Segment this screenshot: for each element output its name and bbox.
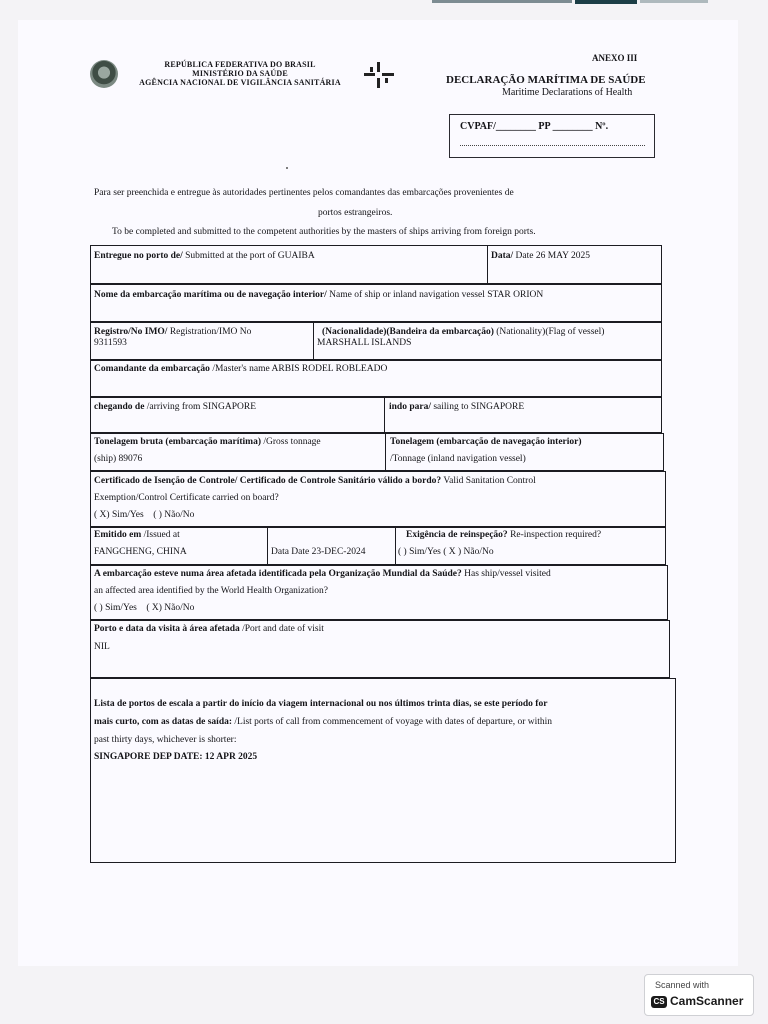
row-ports-of-call[interactable] (90, 678, 676, 863)
scan-edge-bar (432, 0, 572, 3)
from-label-pt: chegando de (94, 402, 145, 412)
calls-label-pt: Lista de portos de escala a partir do início da viagem internacional ou nos últimos trinta dias, se este período for (94, 699, 548, 709)
calls-label-pt-cont: mais curto, com as datas de saída: (94, 717, 233, 727)
form-title-pt: DECLARAÇÃO MARÍTIMA DE SAÚDE (446, 74, 646, 86)
watermark-app-name: CamScanner (670, 994, 744, 1008)
visit-label-en: /Port and date of visit (239, 624, 324, 634)
scan-edge-bar (640, 0, 708, 3)
to-label-en: sailing to (430, 402, 471, 412)
cell-issued-date[interactable] (267, 528, 395, 564)
watermark-caption: Scanned with (655, 980, 710, 990)
reinspection-answer: ( ) Sim/Yes ( X ) Não/No (398, 547, 494, 557)
instructions-pt-line1: Para ser preenchida e entregue às autoridades pertinentes pelos comandantes das embarcações provenientes de (94, 188, 514, 198)
row-master[interactable] (90, 360, 662, 397)
issued-value: FANGCHENG, CHINA (94, 547, 187, 557)
visit-value: NIL (94, 642, 110, 652)
ship-label-en: Name of ship or inland navigation vessel (326, 290, 488, 300)
row-affected-area (90, 565, 668, 620)
cert-yes-checkbox[interactable]: ( X) Sim/Yes (94, 510, 144, 520)
to-label-pt: indo para/ (389, 402, 431, 412)
gross-label-pt: Tonelagem bruta (embarcação marítima) (94, 437, 262, 447)
issuing-authority (130, 60, 350, 87)
instructions-en: To be completed and submitted to the competent authorities by the masters of ships arriving from foreign ports. (112, 227, 536, 237)
imo-value: 9311593 (94, 338, 127, 348)
declaration-form (90, 245, 662, 863)
cell-gross-tonnage[interactable] (91, 434, 385, 470)
row-route (90, 397, 662, 433)
area-label-en-cont: an affected area identified by the World Health Organization? (94, 586, 328, 596)
issued-label-pt: Emitido em (94, 530, 144, 540)
reinspection-label-en: Re-inspection required? (507, 530, 602, 540)
calls-label-en: /List ports of call from commencement of voyage with dates of departure, or within (232, 717, 553, 727)
agency-name: AGÊNCIA NACIONAL DE VIGILÂNCIA SANITÁRIA (139, 78, 341, 87)
annex-label: ANEXO III (592, 53, 638, 63)
cell-sailing-to[interactable] (384, 398, 661, 432)
port-label-pt: Entregue no porto de/ (94, 251, 183, 261)
imo-label-pt: Registro/No IMO/ (94, 327, 168, 337)
cvpaf-label: CVPAF/________ PP ________ Nº. (460, 121, 609, 132)
to-value: SINGAPORE (470, 402, 525, 412)
master-label-pt: Comandante da embarcação (94, 364, 210, 374)
instructions-pt-line2: portos estrangeiros. (318, 208, 393, 218)
date-label-en: Date (513, 251, 536, 261)
cvpaf-dotted-line (460, 145, 645, 146)
issued-date: Data Date 23-DEC-2024 (271, 547, 366, 557)
cert-no-checkbox[interactable]: ( ) Não/No (153, 510, 195, 520)
area-label-pt: A embarcação esteve numa área afetada identificada pela Organização Mundial da Saúde? (94, 569, 462, 579)
reinspection-label-pt: Exigência de reinspeção? (406, 530, 508, 540)
ministry-name: MINISTÉRIO DA SAÚDE (192, 69, 288, 78)
brazil-coat-of-arms-icon (90, 60, 118, 88)
row-tonnage (90, 433, 664, 471)
form-title-en: Maritime Declarations of Health (502, 87, 633, 98)
speck (286, 167, 288, 169)
row-imo-nationality (90, 322, 662, 360)
nationality-label-en: (Nationality)(Flag of vessel) (493, 327, 605, 337)
issued-label-en: /Issued at (143, 530, 180, 540)
cell-inland-tonnage[interactable] (385, 434, 663, 470)
from-value: SINGAPORE (202, 402, 257, 412)
area-label-en: Has ship/vessel visited (461, 569, 551, 579)
scan-edge-bar (575, 0, 637, 4)
master-value: ARBIS RODEL ROBLEADO (271, 364, 388, 374)
row-ship-name[interactable] (90, 284, 662, 322)
cell-imo[interactable] (91, 323, 313, 359)
row-port-date (90, 245, 662, 284)
nationality-value: MARSHALL ISLANDS (317, 338, 412, 348)
anvisa-cross-icon (362, 60, 396, 90)
port-label-en: Submitted at the port of (182, 251, 278, 261)
imo-label-en: Registration/IMO No (167, 327, 252, 337)
calls-value: SINGAPORE DEP DATE: 12 APR 2025 (94, 752, 258, 762)
calls-label-en-cont: past thirty days, whichever is shorter: (94, 735, 237, 745)
inland-label-pt: Tonelagem (embarcação de navegação interior) (390, 437, 582, 447)
ship-label-pt: Nome da embarcação marítima ou de navegação interior/ (94, 290, 327, 300)
gross-unit: (ship) (94, 454, 119, 464)
gross-label-en: /Gross tonnage (261, 437, 321, 447)
gross-value: 89076 (118, 454, 143, 464)
area-yes-checkbox[interactable]: ( ) Sim/Yes (94, 603, 137, 613)
cert-label-en-cont: Exemption/Control Certificate carried on board? (94, 493, 279, 503)
cell-issued-at[interactable] (91, 528, 267, 564)
row-sanitation-certificate (90, 471, 666, 527)
cell-port[interactable] (91, 246, 487, 283)
country-name: REPÚBLICA FEDERATIVA DO BRASIL (164, 60, 316, 69)
cell-nationality[interactable] (313, 323, 661, 359)
cell-date[interactable] (487, 246, 661, 283)
camscanner-watermark (644, 974, 754, 1016)
cvpaf-box (449, 114, 655, 158)
port-value: GUAIBA (277, 251, 315, 261)
nationality-label-pt: (Nacionalidade)(Bandeira da embarcação) (322, 327, 494, 337)
cell-arriving-from[interactable] (91, 398, 384, 432)
master-label-en: /Master's name (209, 364, 272, 374)
from-label-en: /arriving from (144, 402, 203, 412)
cert-label-en: Valid Sanitation Control (441, 476, 536, 486)
row-issued (90, 527, 666, 565)
cert-label-pt: Certificado de Isenção de Controle/ Certificado de Controle Sanitário válido a bordo? (94, 476, 442, 486)
date-value: 26 MAY 2025 (535, 251, 591, 261)
ship-value: STAR ORION (487, 290, 544, 300)
camscanner-logo-icon: CS (651, 996, 667, 1008)
visit-label-pt: Porto e data da visita à área afetada (94, 624, 240, 634)
inland-label-en: /Tonnage (inland navigation vessel) (390, 454, 526, 464)
row-visit[interactable] (90, 620, 670, 678)
cell-reinspection[interactable] (395, 528, 665, 564)
area-no-checkbox[interactable]: ( X) Não/No (146, 603, 195, 613)
date-label-pt: Data/ (491, 251, 514, 261)
